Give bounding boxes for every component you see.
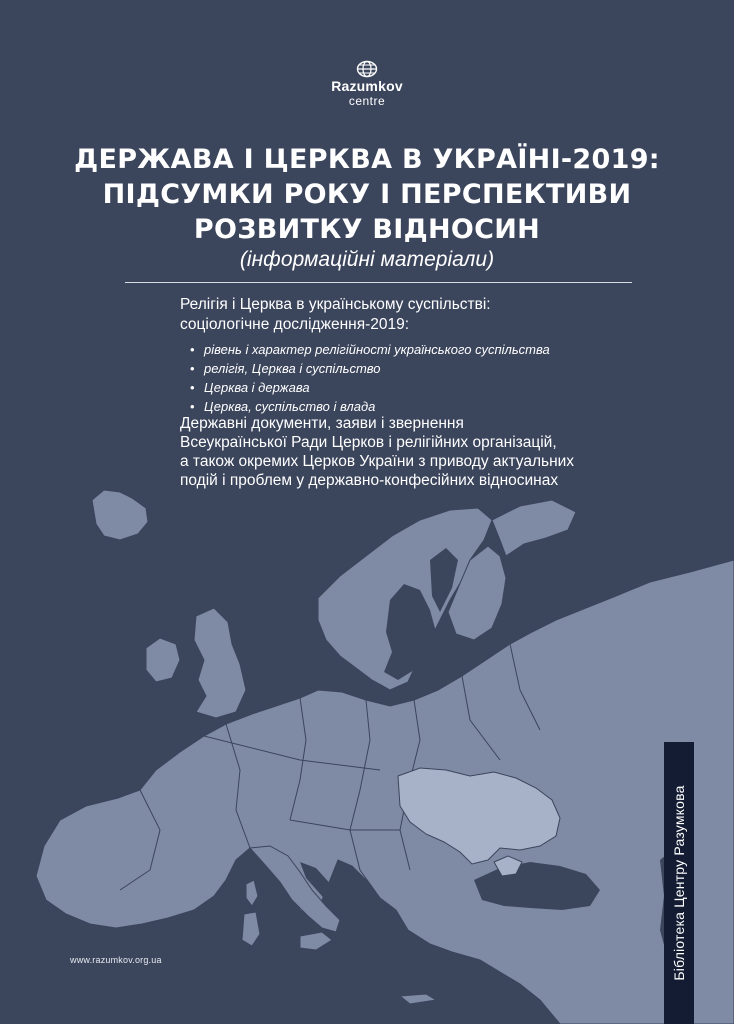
title-subtitle: (інформаційні матеріали) <box>239 248 495 271</box>
contents-section-survey <box>180 295 610 416</box>
list-item: • рівень і характер релігійності українського суспільства <box>180 340 610 359</box>
section1-bullet-list <box>180 340 610 416</box>
title-divider <box>125 282 632 283</box>
list-item: • Церква, суспільство і влада <box>180 397 610 416</box>
list-item: • Церква і держава <box>180 378 610 397</box>
library-tab <box>664 742 694 1024</box>
sardinia-shape <box>242 912 260 946</box>
report-title <box>60 142 674 273</box>
kola-shape <box>492 500 576 556</box>
sicily-shape <box>300 932 332 950</box>
list-item: • релігія, Церква і суспільство <box>180 359 610 378</box>
title-line-2: ПІДСУМКИ РОКУ І ПЕРСПЕКТИВИ <box>102 179 632 210</box>
section2-line-4: подій і проблем у державно-конфесійних відносинах <box>180 472 559 489</box>
globe-icon <box>356 60 378 78</box>
razumkov-logo <box>310 60 424 108</box>
britain-shape <box>194 608 246 718</box>
section2-line-2: Всеукраїнської Ради Церков і релігійних організацій, <box>180 434 557 451</box>
section2-line-1: Державні документи, заяви і звернення <box>180 415 464 432</box>
section2-line-3: а також окремих Церков України з приводу актуальних <box>180 453 575 470</box>
iceland-shape <box>92 490 148 540</box>
europe-map <box>0 470 734 1024</box>
corsica-shape <box>246 880 258 906</box>
ireland-shape <box>146 638 180 682</box>
crete-shape <box>400 994 436 1004</box>
title-line-1: ДЕРЖАВА І ЦЕРКВА В УКРАЇНІ-2019: <box>74 144 660 175</box>
section1-heading-line-1: Релігія і Церква в українському суспільстві: <box>180 296 491 313</box>
section1-heading-line-2: соціологічне дослідження-2019: <box>180 316 410 333</box>
website-url: www.razumkov.org.ua <box>70 955 162 965</box>
logo-sub: centre <box>348 94 386 108</box>
library-tab-label: Бібліотека Центру Разумкова <box>671 785 687 981</box>
logo-brand: Razumkov <box>331 78 403 94</box>
title-line-3: РОЗВИТКУ ВІДНОСИН <box>193 214 541 245</box>
